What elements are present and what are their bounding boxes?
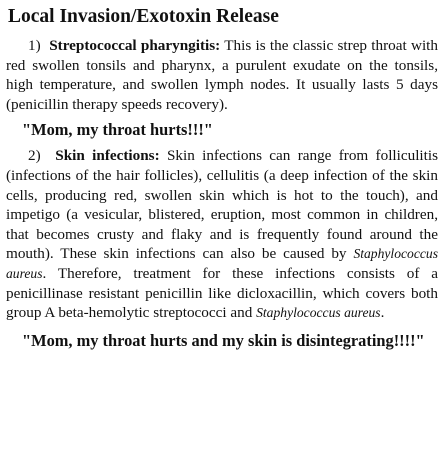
- item-number: 2): [28, 147, 41, 165]
- organism-name: Staphylococcus aureus: [6, 246, 438, 281]
- item-body-part2: . Therefore, treatment for these infections consists of a penicillinase resistant penicillin like dicloxacillin, which covers both group A beta-hemolytic streptococci and: [6, 264, 438, 322]
- quote-throat: "Mom, my throat hurts!!!": [22, 120, 213, 140]
- document-page: [6, 4, 438, 357]
- item-body: This is the classic strep throat with red swollen tonsils and pharynx, a purulent exudate on the tonsils, high temperature, and swollen lymph nodes. It usually lasts 5 days (penicillin therapy speeds recovery).: [6, 37, 438, 113]
- item-body-part3: .: [380, 304, 385, 322]
- item-skin-infections: [6, 146, 438, 322]
- quote-skin: "Mom, my throat hurts and my skin is disintegrating!!!!": [22, 330, 425, 350]
- section-heading: Local Invasion/Exotoxin Release: [8, 6, 279, 27]
- item-title: Streptococcal pharyngitis:: [49, 37, 221, 54]
- item-strep-pharyngitis: [6, 36, 438, 114]
- item-number: 1): [28, 37, 41, 54]
- organism-name: Staphylococcus aureus: [256, 305, 381, 321]
- item-title: Skin infections:: [55, 147, 160, 165]
- item-body-part1: Skin infections can range from folliculitis (infections of the hair follicles), cellulitis (a deep infection of the skin cells, producing red, swollen skin which is hot to the touch), and impetigo (a vesicular, blistered, eruption, most common in children, that becomes crusty and flaky and is frequently found around the mouth). These skin infections can also be caused by: [6, 147, 438, 263]
